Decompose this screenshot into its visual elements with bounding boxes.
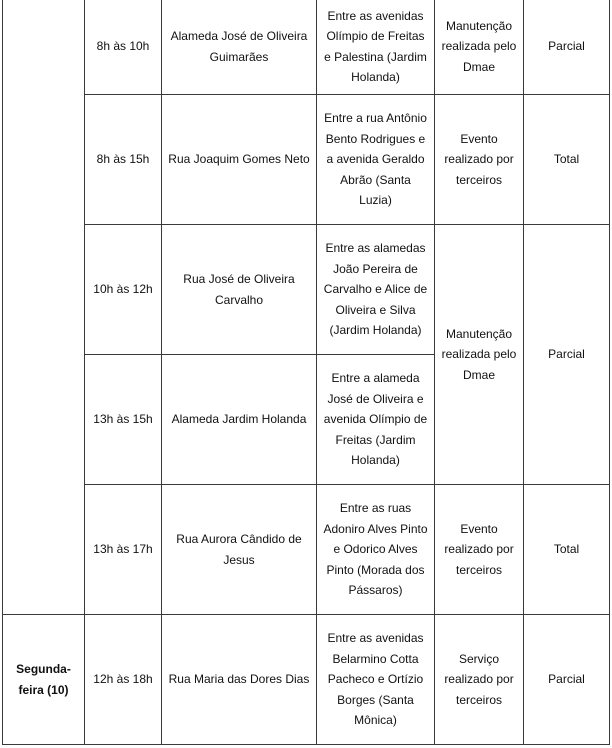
- section-cell: Entre as avenidas Olímpio de Freitas e Palestina (Jardim Holanda): [317, 0, 435, 95]
- closure-type-cell: Parcial: [524, 615, 610, 745]
- section-cell: Entre as alamedas João Pereira de Carvalho e Alice de Oliveira e Silva (Jardim Holanda): [317, 225, 435, 355]
- section-cell: Entre as avenidas Belarmino Cotta Pacheco e Ortízio Borges (Santa Mônica): [317, 615, 435, 745]
- street-cell: Rua José de Oliveira Carvalho: [162, 225, 317, 355]
- table-row: [3, 95, 610, 225]
- table-row: [3, 0, 610, 95]
- street-cell: Rua Aurora Cândido de Jesus: [162, 485, 317, 615]
- street-cell: Alameda José de Oliveira Guimarães: [162, 0, 317, 95]
- time-cell: 8h às 10h: [85, 0, 162, 95]
- section-cell: Entre as ruas Adoniro Alves Pinto e Odorico Alves Pinto (Morada dos Pássaros): [317, 485, 435, 615]
- reason-cell: Manutenção realizada pelo Dmae: [435, 225, 524, 485]
- table-row: [3, 485, 610, 615]
- time-cell: 13h às 15h: [85, 355, 162, 485]
- reason-cell: Serviço realizado por terceiros: [435, 615, 524, 745]
- time-cell: 8h às 15h: [85, 95, 162, 225]
- closure-type-cell: Total: [524, 485, 610, 615]
- day-cell: Segunda-feira (10): [3, 615, 85, 745]
- section-cell: Entre a alameda José de Oliveira e avenida Olímpio de Freitas (Jardim Holanda): [317, 355, 435, 485]
- closure-type-cell: Total: [524, 95, 610, 225]
- table-row: [3, 615, 610, 745]
- road-closure-table: [2, 0, 610, 745]
- day-cell-empty: [3, 0, 85, 615]
- closure-type-cell: Parcial: [524, 0, 610, 95]
- street-cell: Alameda Jardim Holanda: [162, 355, 317, 485]
- time-cell: 13h às 17h: [85, 485, 162, 615]
- reason-cell: Evento realizado por terceiros: [435, 485, 524, 615]
- reason-cell: Manutenção realizada pelo Dmae: [435, 0, 524, 95]
- street-cell: Rua Joaquim Gomes Neto: [162, 95, 317, 225]
- street-cell: Rua Maria das Dores Dias: [162, 615, 317, 745]
- time-cell: 12h às 18h: [85, 615, 162, 745]
- closure-type-cell: Parcial: [524, 225, 610, 485]
- section-cell: Entre a rua Antônio Bento Rodrigues e a avenida Geraldo Abrão (Santa Luzia): [317, 95, 435, 225]
- reason-cell: Evento realizado por terceiros: [435, 95, 524, 225]
- table-row: [3, 225, 610, 355]
- time-cell: 10h às 12h: [85, 225, 162, 355]
